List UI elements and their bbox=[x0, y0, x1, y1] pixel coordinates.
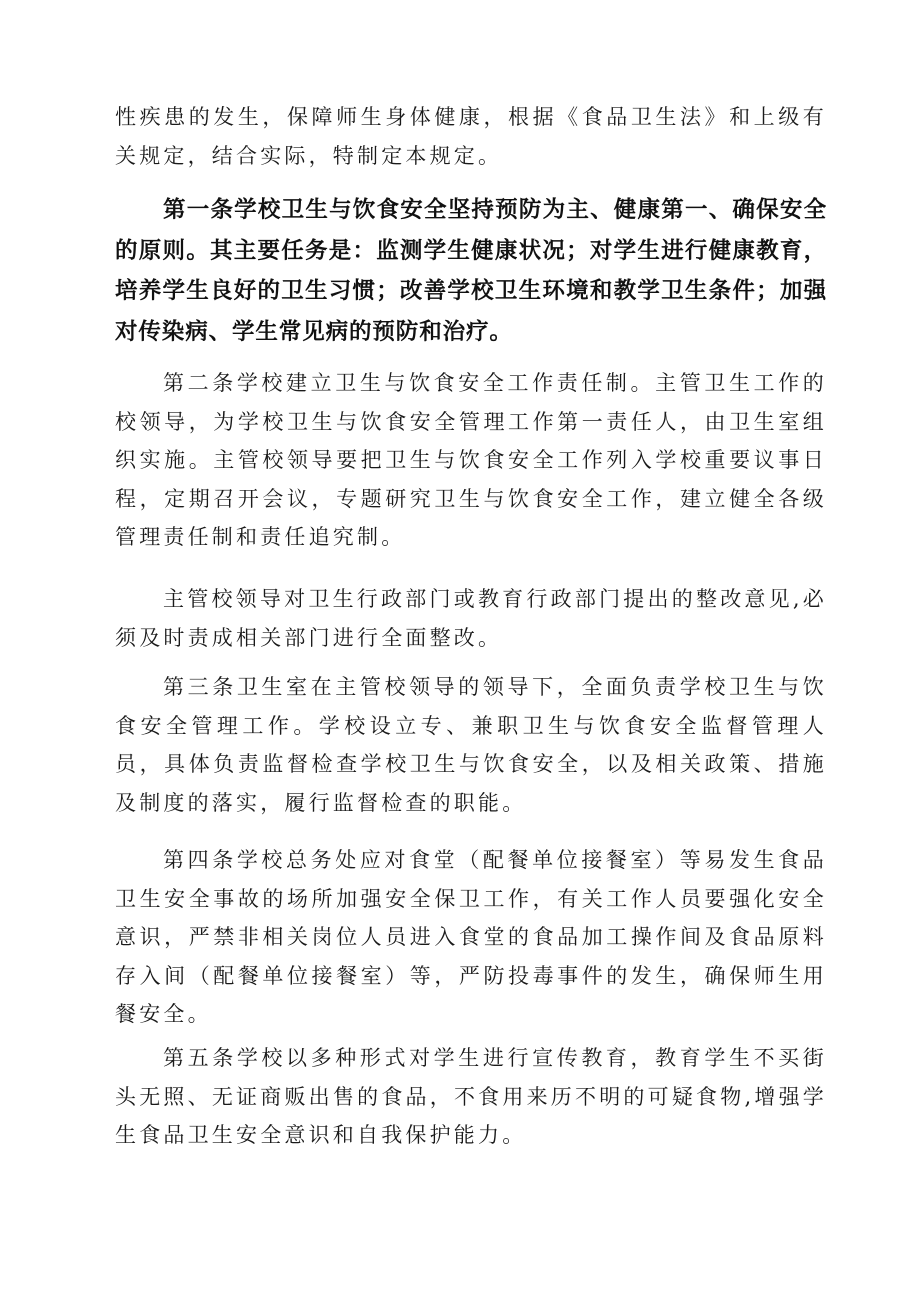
paragraph-article-2-rectification: 主管校领导对卫生行政部门或教育行政部门提出的整改意见,必须及时责成相关部门进行全面整改。 bbox=[115, 587, 827, 650]
paragraph-article-5: 第五条学校以多种形式对学生进行宣传教育，教育学生不买街头无照、无证商贩出售的食品，不食用来历不明的可疑食物,增强学生食品卫生安全意识和自我保护能力。 bbox=[115, 1046, 827, 1147]
paragraph-article-4: 第四条学校总务处应对食堂（配餐单位接餐室）等易发生食品卫生安全事故的场所加强安全保卫工作，有关工作人员要强化安全意识，严禁非相关岗位人员进入食堂的食品加工操作间及食品原料存入间（配餐单位接餐室）等，严防投毒事件的发生，确保师生用餐安全。 bbox=[115, 848, 827, 1026]
paragraph-article-2: 第二条学校建立卫生与饮食安全工作责任制。主管卫生工作的校领导，为学校卫生与饮食安全管理工作第一责任人，由卫生室组织实施。主管校领导要把卫生与饮食安全工作列入学校重要议事日程，定期召开会议，专题研究卫生与饮食安全工作，建立健全各级管理责任制和责任追究制。 bbox=[115, 371, 827, 549]
paragraph-intro-continuation: 性疾患的发生，保障师生身体健康，根据《食品卫生法》和上级有关规定，结合实际，特制定本规定。 bbox=[115, 105, 827, 168]
paragraph-article-1: 第一条学校卫生与饮食安全坚持预防为主、健康第一、确保安全的原则。其主要任务是：监测学生健康状况；对学生进行健康教育，培养学生良好的卫生习惯；改善学校卫生环境和教学卫生条件；加强对传染病、学生常见病的预防和治疗。 bbox=[115, 197, 827, 345]
paragraph-article-3: 第三条卫生室在主管校领导的领导下，全面负责学校卫生与饮食安全管理工作。学校设立专、兼职卫生与饮食安全监督管理人员，具体负责监督检查学校卫生与饮食安全，以及相关政策、措施及制度的落实，履行监督检查的职能。 bbox=[115, 675, 827, 815]
